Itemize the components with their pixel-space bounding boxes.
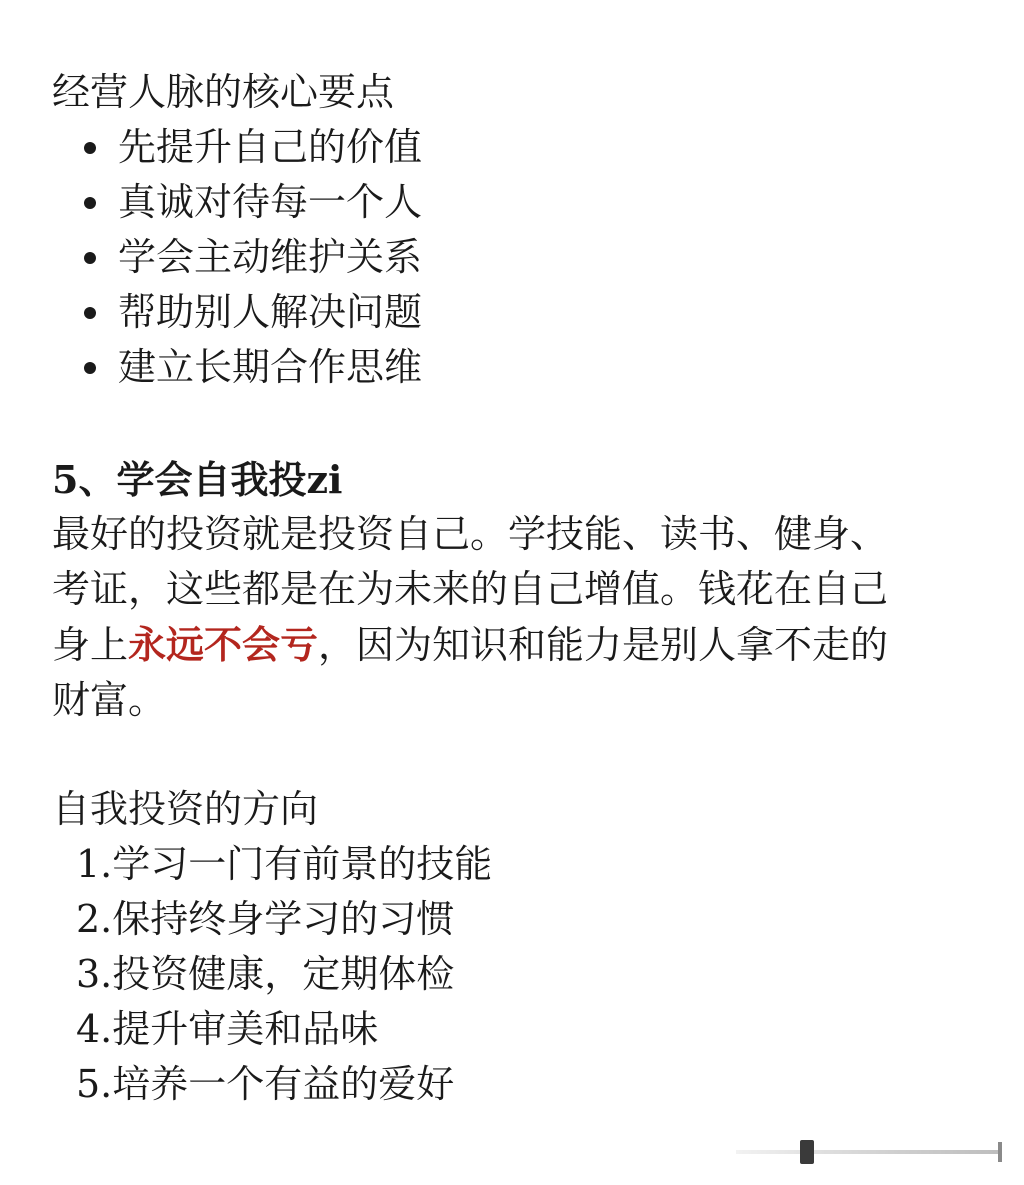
list-item-text: 帮助别人解决问题	[118, 290, 423, 334]
list-item: 1.学习一门有前景的技能	[76, 842, 493, 886]
paragraph-line	[52, 617, 982, 673]
list-item: 2.保持终身学习的习惯	[76, 897, 455, 941]
scrollbar-track[interactable]	[736, 1150, 1002, 1154]
list-item-text: 学会主动维护关系	[118, 235, 423, 279]
list-item: 5.培养一个有益的爱好	[76, 1062, 455, 1106]
list-item	[84, 340, 422, 395]
paragraph-line: 财富。	[52, 678, 167, 722]
section-title: 5、学会自我投zi	[52, 457, 343, 502]
networking-points-heading: 经营人脉的核心要点	[52, 70, 395, 114]
bullet-icon	[84, 197, 96, 209]
scrollbar-end-cap	[998, 1142, 1002, 1162]
bullet-icon	[84, 142, 96, 154]
list-item: 3.投资健康，定期体检	[76, 952, 455, 996]
list-item	[84, 120, 422, 175]
bullet-icon	[84, 362, 96, 374]
paragraph-line: 最好的投资就是投资自己。学技能、读书、健身、	[52, 512, 889, 556]
investment-directions-heading: 自我投资的方向	[52, 787, 319, 831]
bullet-icon	[84, 307, 96, 319]
paragraph-text: 身上	[52, 623, 129, 667]
list-item	[84, 175, 422, 230]
list-item-text: 建立长期合作思维	[118, 345, 423, 389]
list-item	[84, 285, 422, 340]
list-item-text: 真诚对待每一个人	[118, 180, 423, 224]
list-item	[84, 230, 422, 285]
list-item-text: 先提升自己的价值	[118, 125, 423, 169]
paragraph-line: 考证，这些都是在为未来的自己增值。钱花在自己	[52, 567, 889, 611]
networking-points-list	[84, 120, 422, 395]
list-item: 4.提升审美和品味	[76, 1007, 379, 1051]
horizontal-scrollbar[interactable]	[736, 1138, 1002, 1166]
bullet-icon	[84, 252, 96, 264]
paragraph-text: ，因为知识和能力是别人拿不走的	[318, 623, 889, 667]
section-paragraph	[52, 507, 982, 728]
highlighted-text: 永远不会亏	[128, 622, 319, 667]
investment-directions-list	[76, 837, 492, 1112]
scrollbar-thumb[interactable]	[800, 1140, 814, 1164]
